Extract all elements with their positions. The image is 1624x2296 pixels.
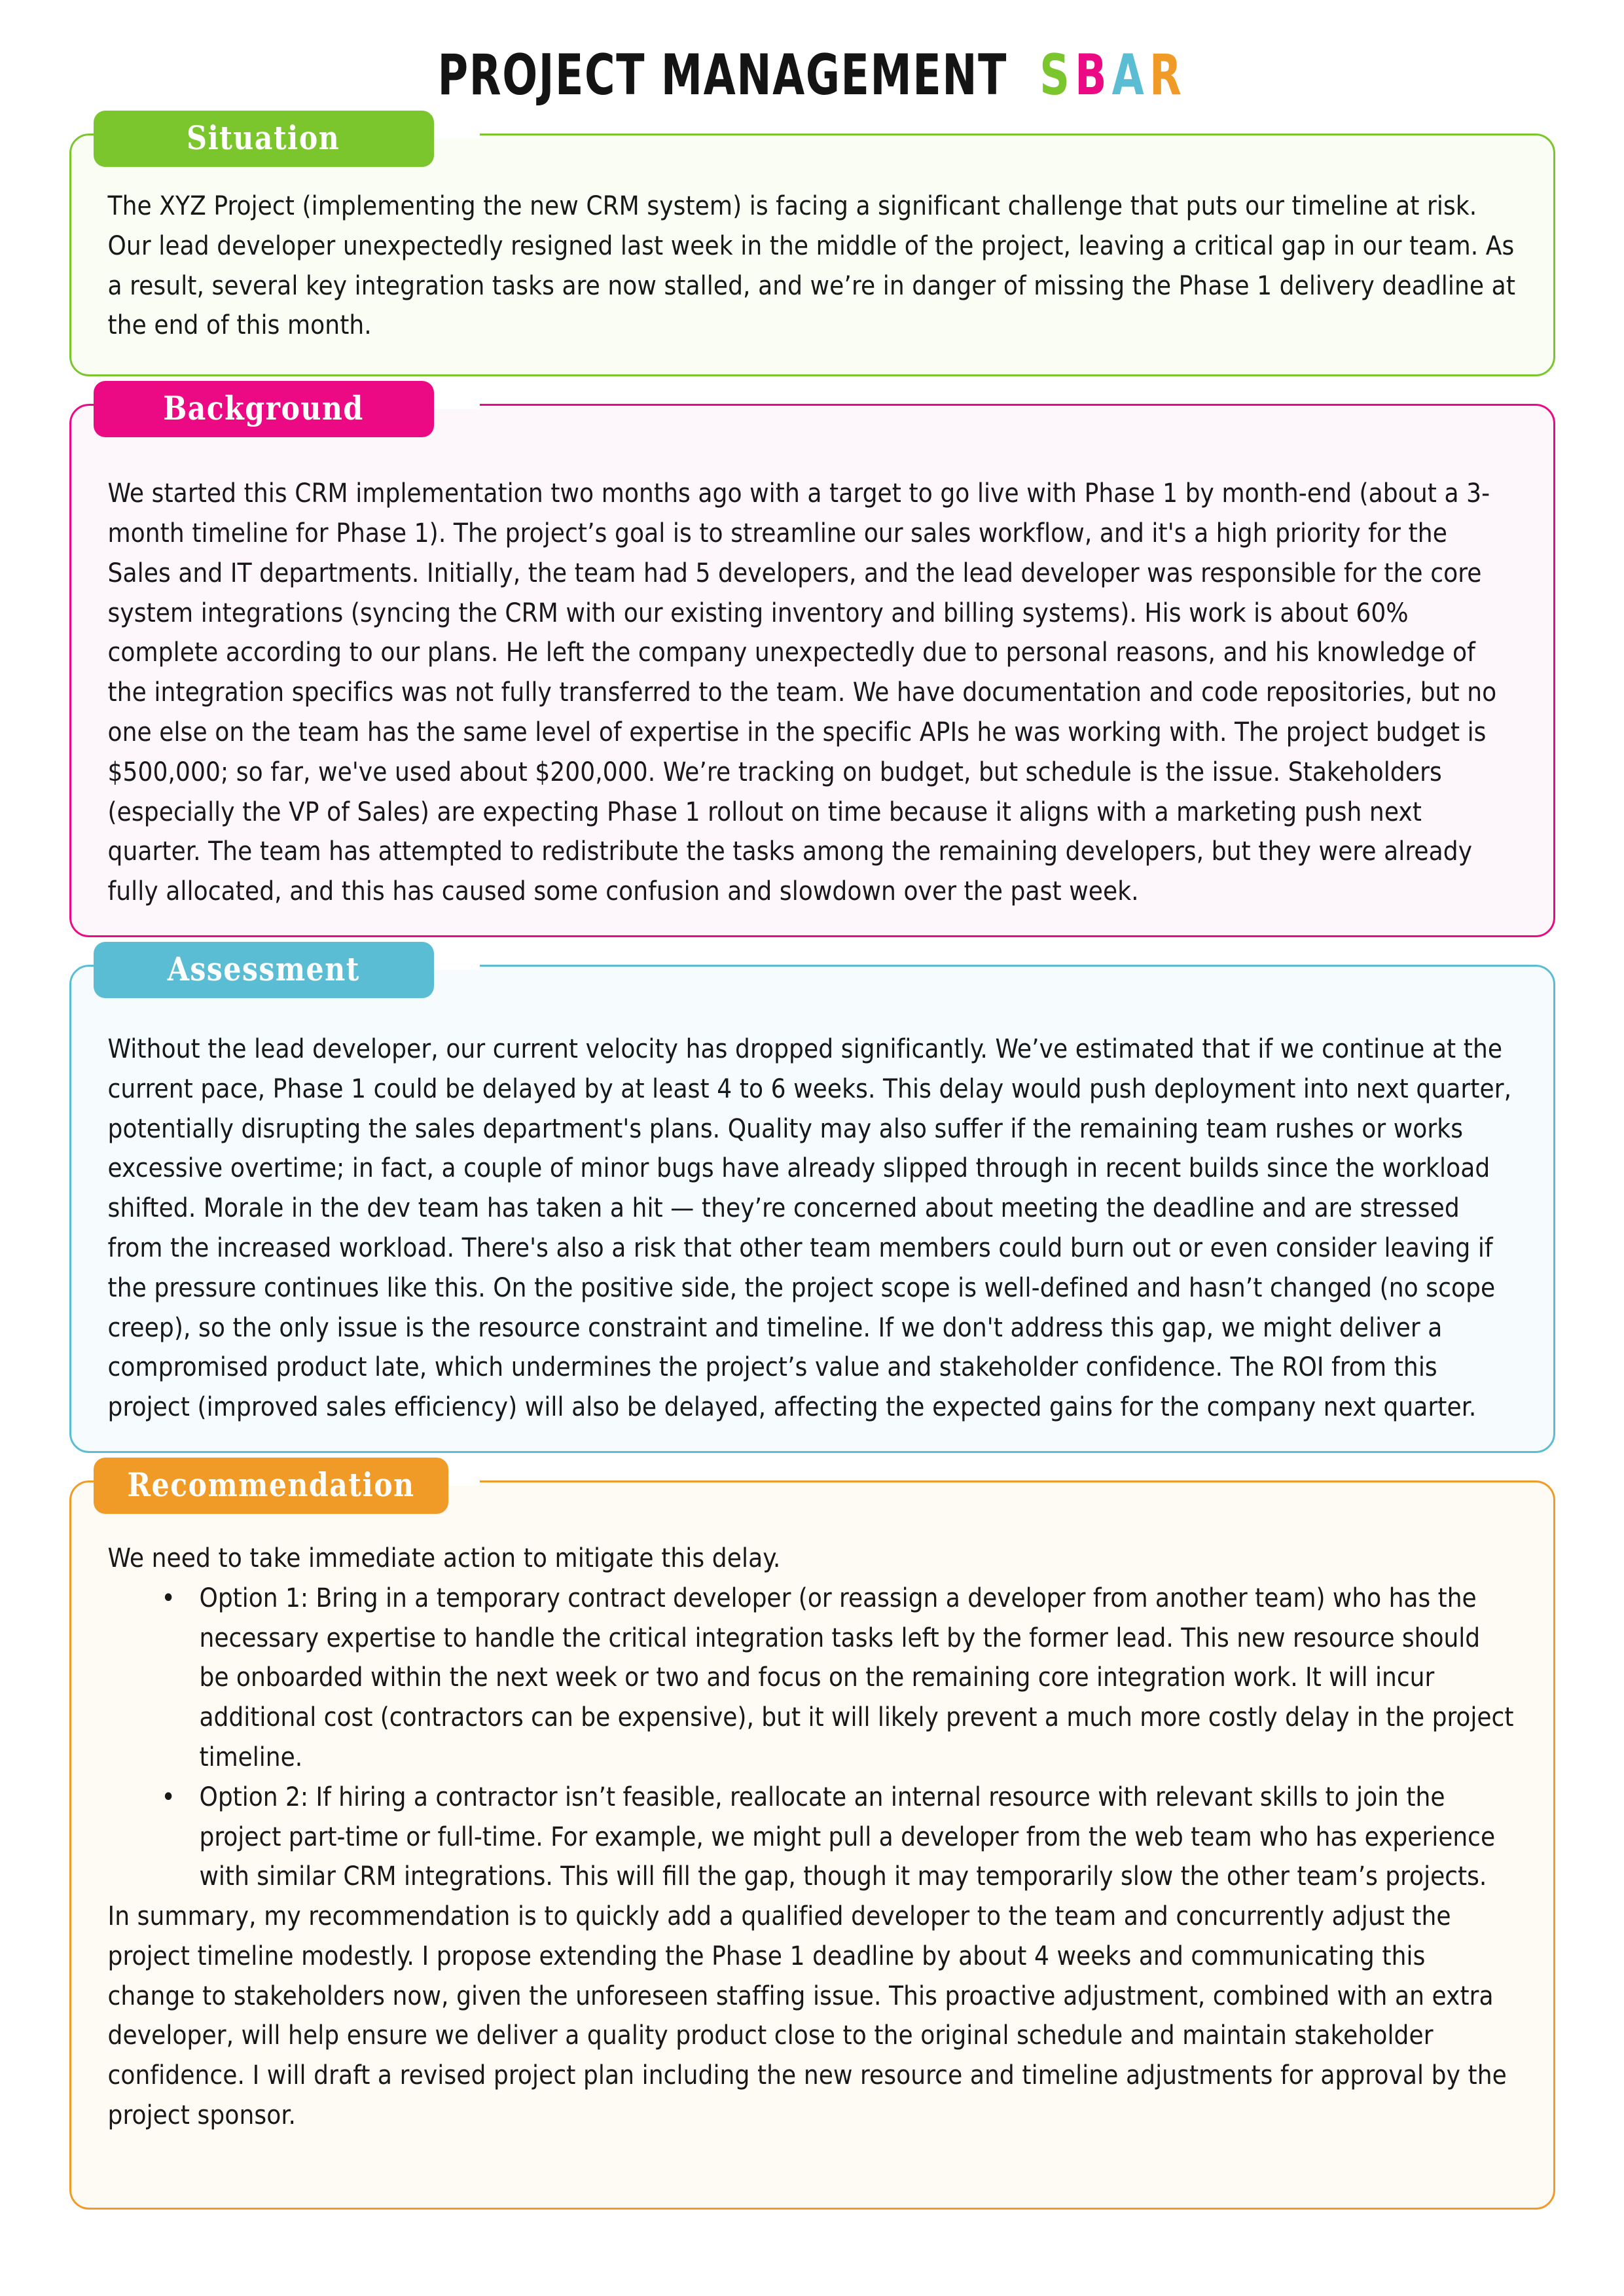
recommendation-tab-label: Recommendation	[127, 1465, 415, 1504]
list-item	[108, 1778, 1517, 1897]
assessment-tab-label: Assessment	[167, 949, 360, 988]
acronym-letter-b: B	[1074, 43, 1112, 108]
background-tab-label: Background	[163, 389, 364, 428]
acronym-letter-s: S	[1039, 43, 1075, 108]
section-situation	[69, 118, 1555, 376]
situation-tab	[94, 111, 434, 167]
sbar-sections	[69, 118, 1555, 2210]
assessment-tab	[94, 942, 434, 998]
background-card	[69, 389, 1555, 937]
recommendation-card	[69, 1465, 1555, 2210]
section-background	[69, 389, 1555, 937]
list-item	[108, 1579, 1517, 1778]
background-tab	[94, 381, 434, 437]
bullet-icon: •	[161, 1782, 175, 1812]
section-recommendation	[69, 1465, 1555, 2210]
assessment-body: Without the lead developer, our current velocity has dropped significantly. We’ve estimated that if we continue at the current pace, Phase 1 could be delayed by at least 4 to 6 weeks. This delay would push deployment into next quarter, potentially disrupting the sales department's plans. Quality may also suffer if the remaining team rushes or works excessive overtime; in fact, a couple of minor bugs have already slipped through in recent builds since the workload shifted. Morale in the dev team has taken a hit — they’re concerned about meeting the deadline and are stressed from the increased workload. There's also a risk that other team members could burn out or even consider leaving if the pressure continues like this. On the positive side, the project scope is well-defined and hasn’t changed (no scope creep), so the only issue is the resource constraint and timeline. If we don't address this gap, we might deliver a compromised product late, which undermines the project’s value and stakeholder confidence. The ROI from this project (improved sales efficiency) will also be delayed, affecting the expected gains for the company next quarter.	[107, 1033, 1512, 1423]
recommendation-tab	[94, 1458, 448, 1514]
recommendation-intro: We need to take immediate action to mitigate this delay.	[107, 1543, 781, 1573]
assessment-card	[69, 949, 1555, 1453]
option-1-text: Option 1: Bring in a temporary contract developer (or reassign a developer from another team) who has the necessary expertise to handle the critical integration tasks left by the former lead. This new resource should be onboarded within the next week or two and focus on the remaining core integration work. It will incur additional cost (contractors can be expensive), but it will likely prevent a much more costly delay in the project timeline.	[199, 1583, 1514, 1772]
situation-body: The XYZ Project (implementing the new CRM system) is facing a significant challenge that puts our timeline at risk. Our lead developer unexpectedly resigned last week in the middle of the project, leaving a critical gap in our team. As a result, several key integration tasks are now stalled, and we’re in danger of missing the Phase 1 delivery deadline at the end of this month.	[107, 191, 1516, 341]
page-title-acronym	[1039, 43, 1187, 108]
acronym-letter-a: A	[1111, 43, 1149, 108]
recommendation-summary: In summary, my recommendation is to quickly add a qualified developer to the team and concurrently adjust the project timeline modestly. I propose extending the Phase 1 deadline by about 4 weeks and communicating this change to stakeholders now, given the unforeseen staffing issue. This proactive adjustment, combined with an extra developer, will help ensure we deliver a quality product close to the original schedule and maintain stakeholder confidence. I will draft a revised project plan including the new resource and timeline adjustments for approval by the project sponsor.	[107, 1901, 1507, 2131]
recommendation-options-list	[108, 1579, 1517, 1897]
section-assessment	[69, 949, 1555, 1453]
situation-card	[69, 118, 1555, 376]
page-title-main: PROJECT MANAGEMENT	[437, 43, 1007, 108]
acronym-letter-r: R	[1149, 43, 1187, 108]
option-2-text: Option 2: If hiring a contractor isn’t feasible, reallocate an internal resource with relevant skills to join the project part-time or full-time. For example, we might pull a developer from the web team who has experience with similar CRM integrations. This will fill the gap, though it may temporarily slow the other team’s projects.	[199, 1782, 1496, 1892]
background-body: We started this CRM implementation two months ago with a target to go live with Phase 1 by month-end (about a 3-month timeline for Phase 1). The project’s goal is to streamline our sales workflow, and it's a high priority for the Sales and IT departments. Initially, the team had 5 developers, and the lead developer was responsible for the core system integrations (syncing the CRM with our existing inventory and billing systems). His work is about 60% complete according to our plans. He left the company unexpectedly due to personal reasons, and his knowledge of the integration specifics was not fully transferred to the team. We have documentation and code repositories, but no one else on the team has the same level of expertise in the specific APIs he was working with. The project budget is $500,000; so far, we've used about $200,000. We’re tracking on budget, but schedule is the issue. Stakeholders (especially the VP of Sales) are expecting Phase 1 rollout on time because it aligns with a marketing push next quarter. The team has attempted to redistribute the tasks among the remaining developers, but they were already fully allocated, and this has caused some confusion and slowdown over the past week.	[107, 478, 1497, 907]
page-title	[437, 43, 1187, 108]
bullet-icon: •	[161, 1583, 175, 1613]
situation-tab-label: Situation	[187, 118, 340, 157]
